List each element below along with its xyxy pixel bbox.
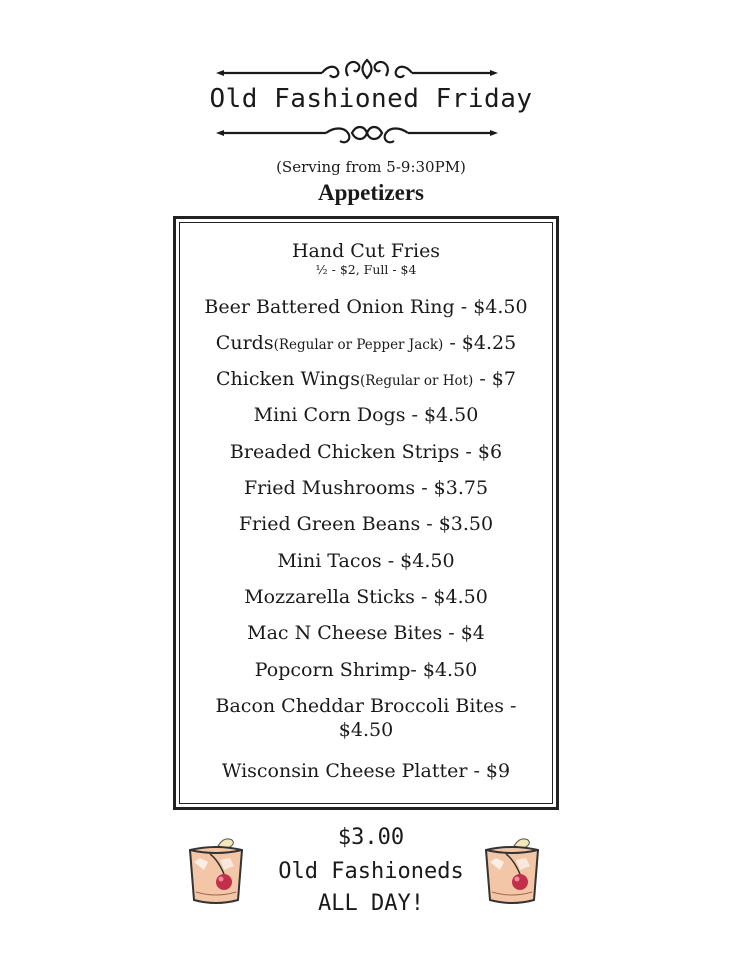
promo-price: $3.00 [337, 825, 405, 850]
serving-hours: (Serving from 5-9:30PM) [276, 158, 466, 176]
menu-box [173, 216, 559, 810]
menu-item-mini-tacos: Mini Tacos - $4.50 [277, 550, 455, 572]
item-option: (Regular or Pepper Jack) [273, 337, 444, 353]
menu-item-hand-cut-fries [176, 239, 556, 277]
menu-item-mac-n-cheese: Mac N Cheese Bites - $4 [247, 622, 485, 644]
item-name: Chicken Wings [216, 368, 360, 390]
item-option: (Regular or Hot) [359, 373, 474, 389]
menu-item-mozzarella-sticks: Mozzarella Sticks - $4.50 [244, 586, 488, 608]
menu-item-chicken-wings [176, 367, 556, 393]
menu-item-cheese-platter: Wisconsin Cheese Platter - $9 [221, 760, 511, 782]
item-name: Hand Cut Fries [291, 240, 441, 262]
promo-when: ALL DAY! [318, 891, 424, 916]
item-name: Curds [215, 332, 274, 354]
menu-item-fried-mushrooms: Fried Mushrooms - $3.75 [243, 477, 489, 499]
scroll-flourish-icon [0, 118, 742, 152]
menu-item-onion-ring: Beer Battered Onion Ring - $4.50 [204, 296, 528, 318]
menu-item-chicken-strips: Breaded Chicken Strips - $6 [229, 441, 503, 463]
item-price: - $4.25 [443, 332, 517, 354]
page-title: Old Fashioned Friday [209, 84, 533, 114]
menu-item-broccoli-bites: Bacon Cheddar Broccoli Bites - $4.50 [215, 695, 517, 741]
menu-item-mini-corn-dogs: Mini Corn Dogs - $4.50 [253, 404, 479, 426]
menu-item-popcorn-shrimp: Popcorn Shrimp- $4.50 [254, 659, 478, 681]
promo-drink: Old Fashioneds [278, 859, 464, 884]
item-detail: ½ - $2, Full - $4 [315, 262, 417, 277]
item-price: - $7 [473, 368, 516, 390]
menu-item-green-beans: Fried Green Beans - $3.50 [238, 513, 494, 535]
menu-item-curds [176, 331, 556, 357]
section-heading: Appetizers [317, 180, 425, 205]
